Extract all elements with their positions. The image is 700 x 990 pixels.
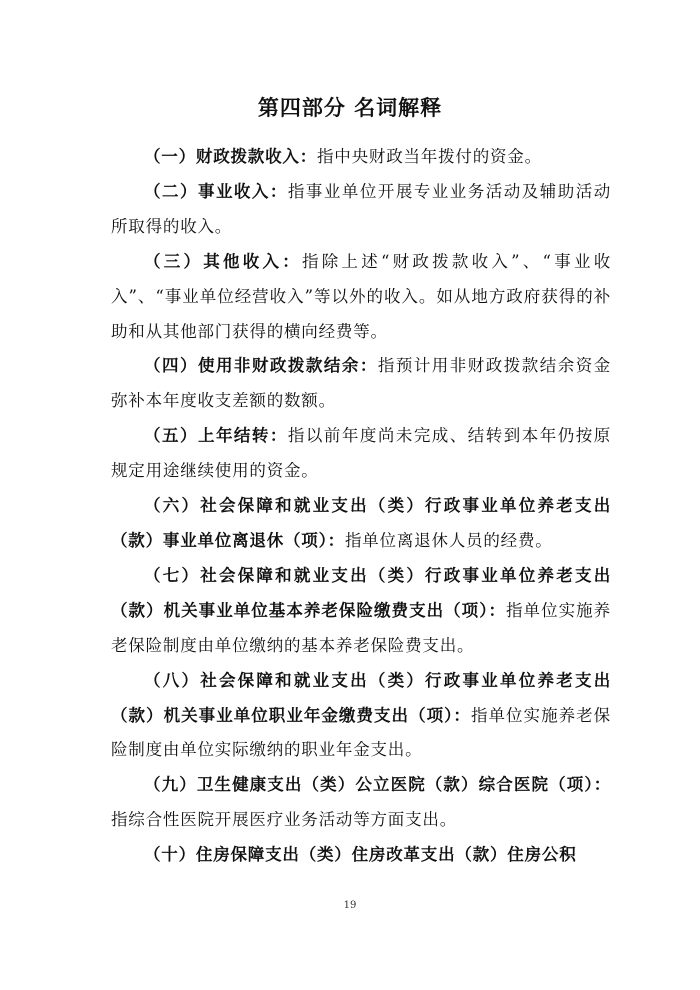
entry-term: （十）住房保障支出（类）住房改革支出（款）住房公积: [144, 845, 577, 865]
entry-definition: 指综合性医院开展医疗业务活动等方面支出。: [111, 810, 457, 830]
page-number: 19: [343, 900, 357, 911]
entry-definition: 指预计用非财政拨款结余资金弥补本年度收支差额的数额。: [111, 356, 611, 411]
entry-definition: 指单位实施养老保险制度由单位缴纳的基本养老保险费支出。: [111, 600, 611, 655]
definition-entry-6: [111, 489, 611, 559]
definition-entry-4: [111, 349, 611, 419]
definition-entry-8: [111, 664, 611, 769]
entry-term: （三）其他收入：: [144, 251, 302, 271]
definition-entry-1: [111, 140, 611, 175]
entry-term: （七）社会保障和就业支出（类）行政事业单位养老支出（款）机关事业单位基本养老保险缴费支出（项）：: [111, 565, 611, 620]
entry-term: （四）使用非财政拨款结余：: [144, 356, 378, 376]
entry-definition: 指以前年度尚未完成、结转到本年仍按原规定用途继续使用的资金。: [111, 426, 611, 481]
page-title: 第四部分 名词解释: [257, 96, 443, 120]
entry-term: （五）上年结转：: [144, 426, 288, 446]
entry-term: （六）社会保障和就业支出（类）行政事业单位养老支出（款）事业单位离退休（项）：: [111, 496, 611, 550]
entry-definition: 指单位实施养老保险制度由单位实际缴纳的职业年金支出。: [111, 705, 611, 760]
entry-term: （一）财政拨款收入：: [144, 147, 317, 166]
definition-entry-2: [111, 175, 611, 245]
entry-term: （二）事业收入：: [144, 181, 288, 201]
entry-definition: 指除上述“财政拨款收入”、“事业收入”、“事业单位经营收入”等以外的收入。如从地方政府获得的补助和从其他部门获得的横向经费等。: [111, 251, 611, 341]
definition-entry-7: [111, 559, 611, 664]
entry-term: （八）社会保障和就业支出（类）行政事业单位养老支出（款）机关事业单位职业年金缴费支出（项）：: [111, 670, 611, 725]
definition-entry-10: [111, 838, 611, 873]
definition-entry-5: [111, 419, 611, 489]
entry-definition: 指事业单位开展专业业务活动及辅助活动所取得的收入。: [111, 181, 611, 236]
entry-definition: 指中央财政当年拨付的资金。: [317, 147, 542, 166]
entry-definition: 指单位离退休人员的经费。: [344, 530, 553, 550]
definitions-list: [111, 140, 611, 873]
definition-entry-3: [111, 245, 611, 350]
definition-entry-9: [111, 768, 611, 838]
entry-term: （九）卫生健康支出（类）公立医院（款）综合医院（项）：: [144, 775, 611, 795]
